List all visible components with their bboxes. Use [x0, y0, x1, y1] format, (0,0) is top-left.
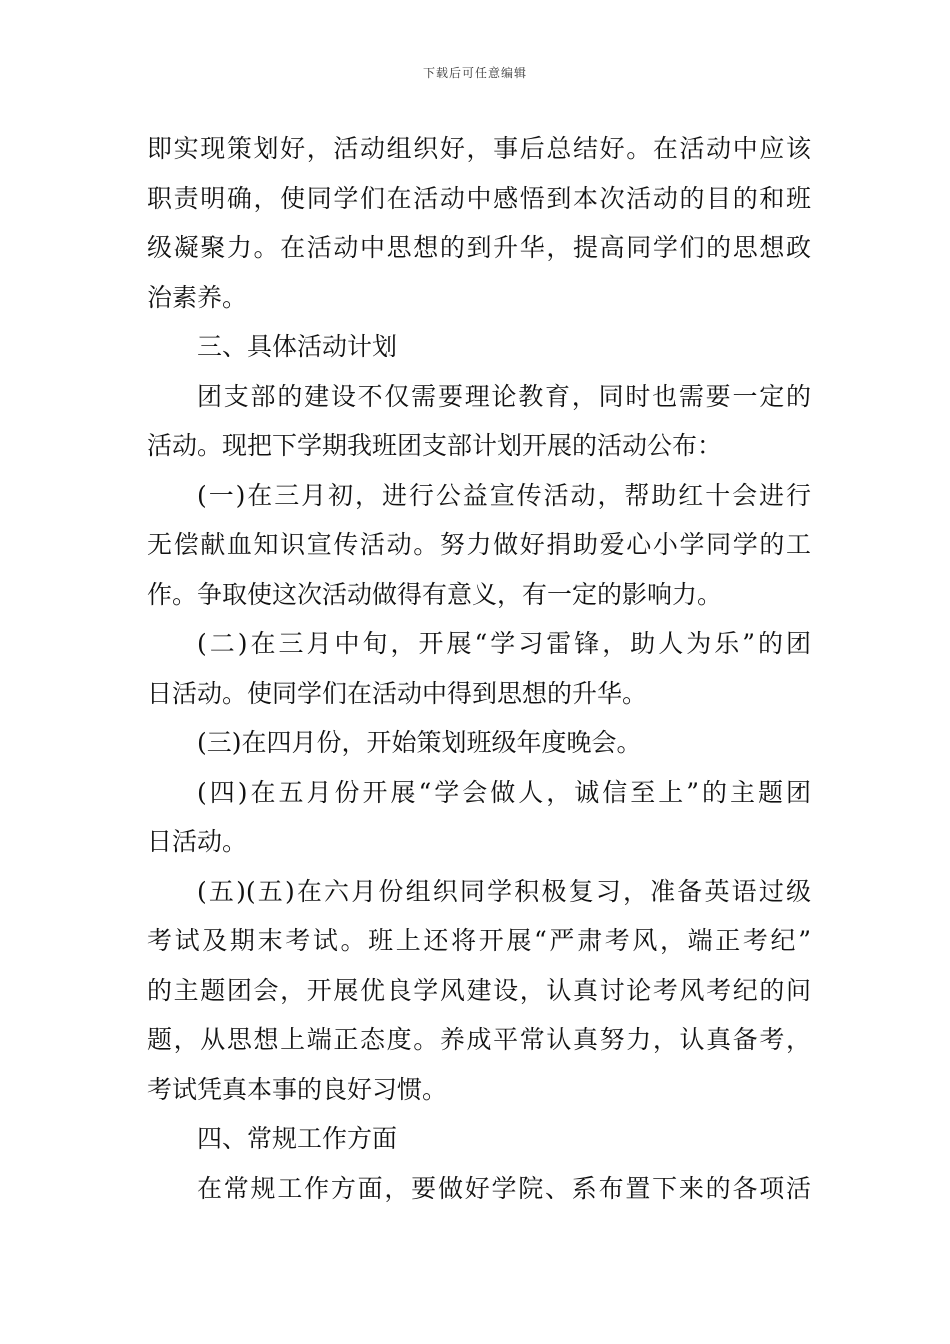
text-line: 日活动。使同学们在活动中得到思想的升华。 [147, 678, 648, 708]
text-line: 作。争取使这次活动做得有意义，有一定的影响力。 [147, 579, 723, 609]
text-line: 在常规工作方面，要做好学院、系布置下来的各项活 [197, 1173, 811, 1203]
text-line: (四)在五月份开展“学会做人，诚信至上”的主题团 [197, 777, 811, 807]
text-line: 治素养。 [147, 282, 248, 312]
text-line: 四、常规工作方面 [197, 1124, 398, 1153]
text-line: (一)在三月初，进行公益宣传活动，帮助红十会进行 [197, 480, 811, 510]
text-line: 团支部的建设不仅需要理论教育，同时也需要一定的 [197, 381, 811, 411]
text-line: 即实现策划好，活动组织好，事后总结好。在活动中应该 [147, 134, 811, 163]
text-line: 的主题团会，开展优良学风建设，认真讨论考风考纪的问 [147, 975, 811, 1005]
text-line: 题，从思想上端正态度。养成平常认真努力，认真备考， [147, 1025, 811, 1054]
text-line: 三、具体活动计划 [197, 332, 398, 361]
document-body [147, 124, 811, 1213]
text-line: 活动。现把下学期我班团支部计划开展的活动公布： [147, 431, 723, 460]
page-header: 下载后可任意编辑 [422, 66, 527, 80]
text-line: 职责明确，使同学们在活动中感悟到本次活动的目的和班 [147, 183, 811, 213]
text-line: 日活动。 [147, 827, 248, 856]
text-line: (二)在三月中旬，开展“学习雷锋，助人为乐”的团 [197, 629, 811, 658]
text-line: (五)(五)在六月份组织同学积极复习，准备英语过级 [197, 876, 811, 906]
text-line: (三)在四月份，开始策划班级年度晚会。 [197, 728, 642, 757]
text-line: 考试及期末考试。班上还将开展“严肃考风，端正考纪” [147, 926, 811, 955]
text-line: 考试凭真本事的良好习惯。 [147, 1074, 448, 1104]
text-line: 无偿献血知识宣传活动。努力做好捐助爱心小学同学的工 [147, 530, 811, 559]
text-line: 级凝聚力。在活动中思想的到升华，提高同学们的思想政 [147, 233, 811, 262]
